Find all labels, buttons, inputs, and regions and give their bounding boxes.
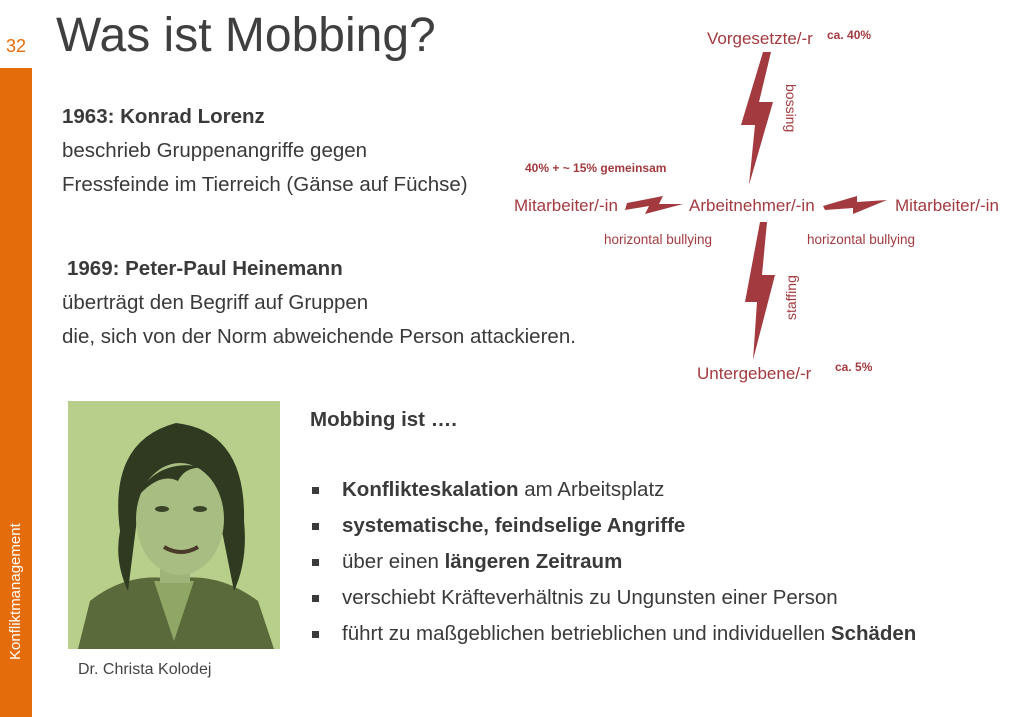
node-center: Arbeitnehmer/-in (689, 196, 815, 215)
slide-number: 32 (6, 36, 27, 56)
bolt-left-icon (625, 196, 683, 214)
definition-list (310, 472, 1010, 652)
item-text: führt zu maßgeblichen betrieblichen und individuellen (342, 622, 831, 645)
item-bold: Schäden (830, 622, 917, 645)
item-bold: systematische, feindselige Angriffe (342, 514, 686, 537)
node-left: Mitarbeiter/-in (514, 196, 618, 215)
history-entry1-line2: Fressfeinde im Tierreich (Gänse auf Füchse) (62, 173, 468, 196)
horizontal-right: horizontal bullying (807, 232, 916, 247)
item-text: verschiebt Kräfteverhältnis zu Ungunsten einer Person (342, 586, 838, 609)
sidebar-bar (0, 68, 32, 717)
list-item (310, 508, 1010, 544)
list-item (310, 472, 1010, 508)
bolt-right-icon (823, 196, 887, 214)
shared-percent: 40% + ~ 15% gemeinsam (525, 161, 667, 175)
history-entry1-heading: 1963: Konrad Lorenz (62, 105, 265, 128)
list-item (310, 580, 1010, 616)
bossing-label: bossing (783, 84, 799, 133)
mobbing-diagram (505, 20, 1015, 390)
history-entry2-line1: überträgt den Begriff auf Gruppen (62, 291, 369, 314)
node-top: Vorgesetzte/-r (707, 29, 813, 48)
bolt-bottom-icon (745, 222, 775, 360)
top-percent: ca. 40% (827, 28, 872, 42)
history-entry1-line1: beschrieb Gruppenangriffe gegen (62, 139, 368, 162)
square-bullet-icon (312, 595, 319, 602)
staffing-label: staffing (783, 275, 799, 320)
portrait-photo (68, 401, 280, 649)
definition-block (310, 408, 1010, 652)
node-right: Mitarbeiter/-in (895, 196, 999, 215)
square-bullet-icon (312, 523, 319, 530)
item-bold: längeren Zeitraum (444, 550, 623, 573)
item-bold: Konflikteskalation (342, 478, 519, 501)
item-text: über einen (342, 550, 445, 573)
history-entry2-heading: 1969: Peter-Paul Heinemann (67, 257, 343, 280)
bottom-percent: ca. 5% (835, 360, 873, 374)
sidebar-label: Konfliktmanagement (7, 523, 24, 660)
photo-caption: Dr. Christa Kolodej (78, 661, 212, 678)
list-item (310, 616, 1010, 652)
sidebar-label-wrap (2, 437, 30, 677)
history-entry2-line2: die, sich von der Norm abweichende Person attackieren. (62, 325, 576, 348)
horizontal-left: horizontal bullying (604, 232, 713, 247)
square-bullet-icon (312, 487, 319, 494)
page-title: Was ist Mobbing? (56, 9, 436, 62)
list-item (310, 544, 1010, 580)
square-bullet-icon (312, 631, 319, 638)
node-bottom: Untergebene/-r (697, 364, 812, 383)
item-text: am Arbeitsplatz (518, 478, 665, 501)
definition-heading: Mobbing ist …. (310, 408, 457, 431)
square-bullet-icon (312, 559, 319, 566)
bolt-top-icon (741, 52, 773, 185)
